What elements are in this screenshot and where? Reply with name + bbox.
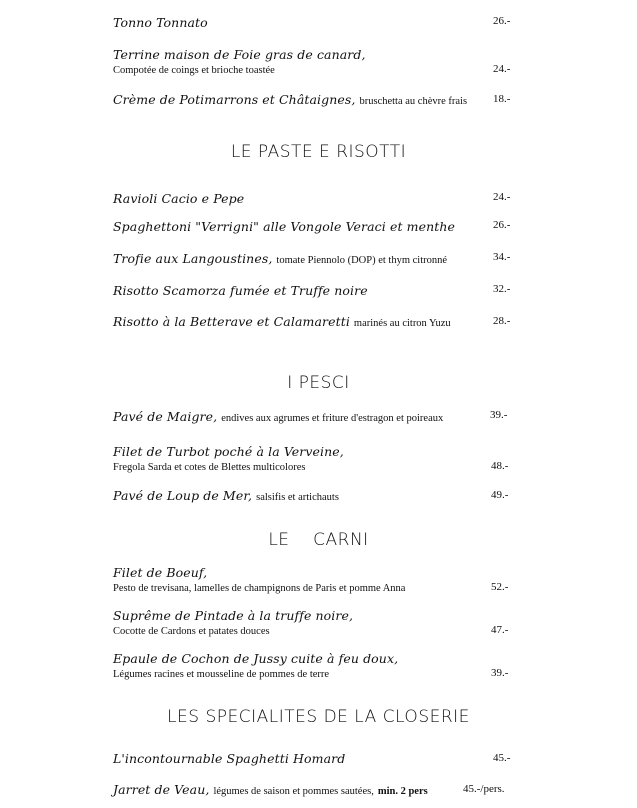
menu-item bbox=[113, 46, 513, 76]
dish-price: 39.- bbox=[491, 667, 509, 679]
dish-price: 24.- bbox=[493, 63, 511, 75]
dish-price: 45.- bbox=[493, 752, 511, 764]
dish-price: 32.- bbox=[493, 283, 511, 295]
dish-price: 49.- bbox=[491, 489, 509, 501]
menu-item bbox=[113, 443, 513, 473]
dish-price: 45.-/pers. bbox=[463, 783, 505, 795]
dish-name: Pavé de Maigre, bbox=[113, 409, 218, 424]
dish-name: Jarret de Veau, bbox=[113, 782, 210, 797]
section-heading: LES SPECIALITES DE LA CLOSERIE bbox=[167, 707, 470, 727]
dish-name: Risotto à la Betterave et Calamaretti bbox=[113, 314, 350, 329]
menu-item bbox=[113, 650, 513, 680]
dish-description: endives aux agrumes et friture d'estragon et poireaux bbox=[221, 413, 444, 424]
dish-price: 34.- bbox=[493, 251, 511, 263]
menu-item bbox=[113, 607, 513, 637]
dish-name: Risotto Scamorza fumée et Truffe noire bbox=[113, 283, 368, 298]
dish-description: Cocotte de Cardons et patates douces bbox=[113, 626, 270, 637]
menu-item bbox=[113, 218, 513, 236]
dish-name: Trofie aux Langoustines, bbox=[113, 251, 273, 266]
dish-description: Compotée de coings et brioche toastée bbox=[113, 65, 275, 76]
menu-item bbox=[113, 250, 513, 268]
dish-price: 26.- bbox=[493, 219, 511, 231]
dish-name: Ravioli Cacio e Pepe bbox=[113, 191, 245, 206]
dish-price: 24.- bbox=[493, 191, 511, 203]
dish-name: Terrine maison de Foie gras de canard, bbox=[113, 47, 366, 62]
dish-name: L'incontournable Spaghetti Homard bbox=[113, 751, 346, 766]
dish-price: 48.- bbox=[491, 460, 509, 472]
dish-description: Fregola Sarda et cotes de Blettes multicolores bbox=[113, 462, 306, 473]
section-heading: I PESCI bbox=[287, 373, 350, 393]
dish-description: tomate Piennolo (DOP) et thym citronné bbox=[276, 255, 448, 266]
dish-description: Pesto de trevisana, lamelles de champignons de Paris et pomme Anna bbox=[113, 583, 406, 594]
dish-name: Pavé de Loup de Mer, bbox=[113, 488, 253, 503]
dish-description: salsifis et artichauts bbox=[256, 492, 339, 503]
menu-item bbox=[113, 14, 513, 32]
dish-description: Légumes racines et mousseline de pommes de terre bbox=[113, 669, 330, 680]
dish-name: Epaule de Cochon de Jussy cuite à feu doux, bbox=[113, 651, 399, 666]
dish-name: Crème de Potimarrons et Châtaignes, bbox=[113, 92, 356, 107]
menu-item bbox=[113, 750, 513, 768]
menu-item bbox=[113, 781, 458, 799]
menu-item bbox=[113, 190, 513, 208]
dish-name: Tonno Tonnato bbox=[113, 15, 208, 30]
dish-price: 18.- bbox=[493, 93, 511, 105]
dish-price: 39.- bbox=[490, 409, 508, 421]
dish-name: Filet de Turbot poché à la Verveine, bbox=[113, 444, 344, 459]
minimum-persons: min. 2 pers bbox=[377, 786, 428, 797]
menu-item bbox=[113, 282, 513, 300]
section-heading: LE CARNI bbox=[268, 530, 369, 550]
menu-item bbox=[113, 408, 513, 426]
dish-description: bruschetta au chèvre frais bbox=[359, 96, 468, 107]
dish-price: 28.- bbox=[493, 315, 511, 327]
dish-description: légumes de saison et pommes sautées, bbox=[213, 786, 374, 797]
dish-price: 52.- bbox=[491, 581, 509, 593]
menu-item bbox=[113, 91, 493, 109]
dish-name: Filet de Boeuf, bbox=[113, 565, 208, 580]
menu-item bbox=[113, 564, 513, 594]
menu-item bbox=[113, 487, 513, 505]
dish-price: 26.- bbox=[493, 15, 511, 27]
dish-price: 47.- bbox=[491, 624, 509, 636]
dish-name: Spaghettoni "Verrigni" alle Vongole Veraci et menthe bbox=[113, 219, 456, 234]
section-heading: LE PASTE E RISOTTI bbox=[230, 142, 407, 162]
dish-name: Suprême de Pintade à la truffe noire, bbox=[113, 608, 354, 623]
menu-item bbox=[113, 313, 513, 331]
dish-description: marinés au citron Yuzu bbox=[353, 318, 451, 329]
